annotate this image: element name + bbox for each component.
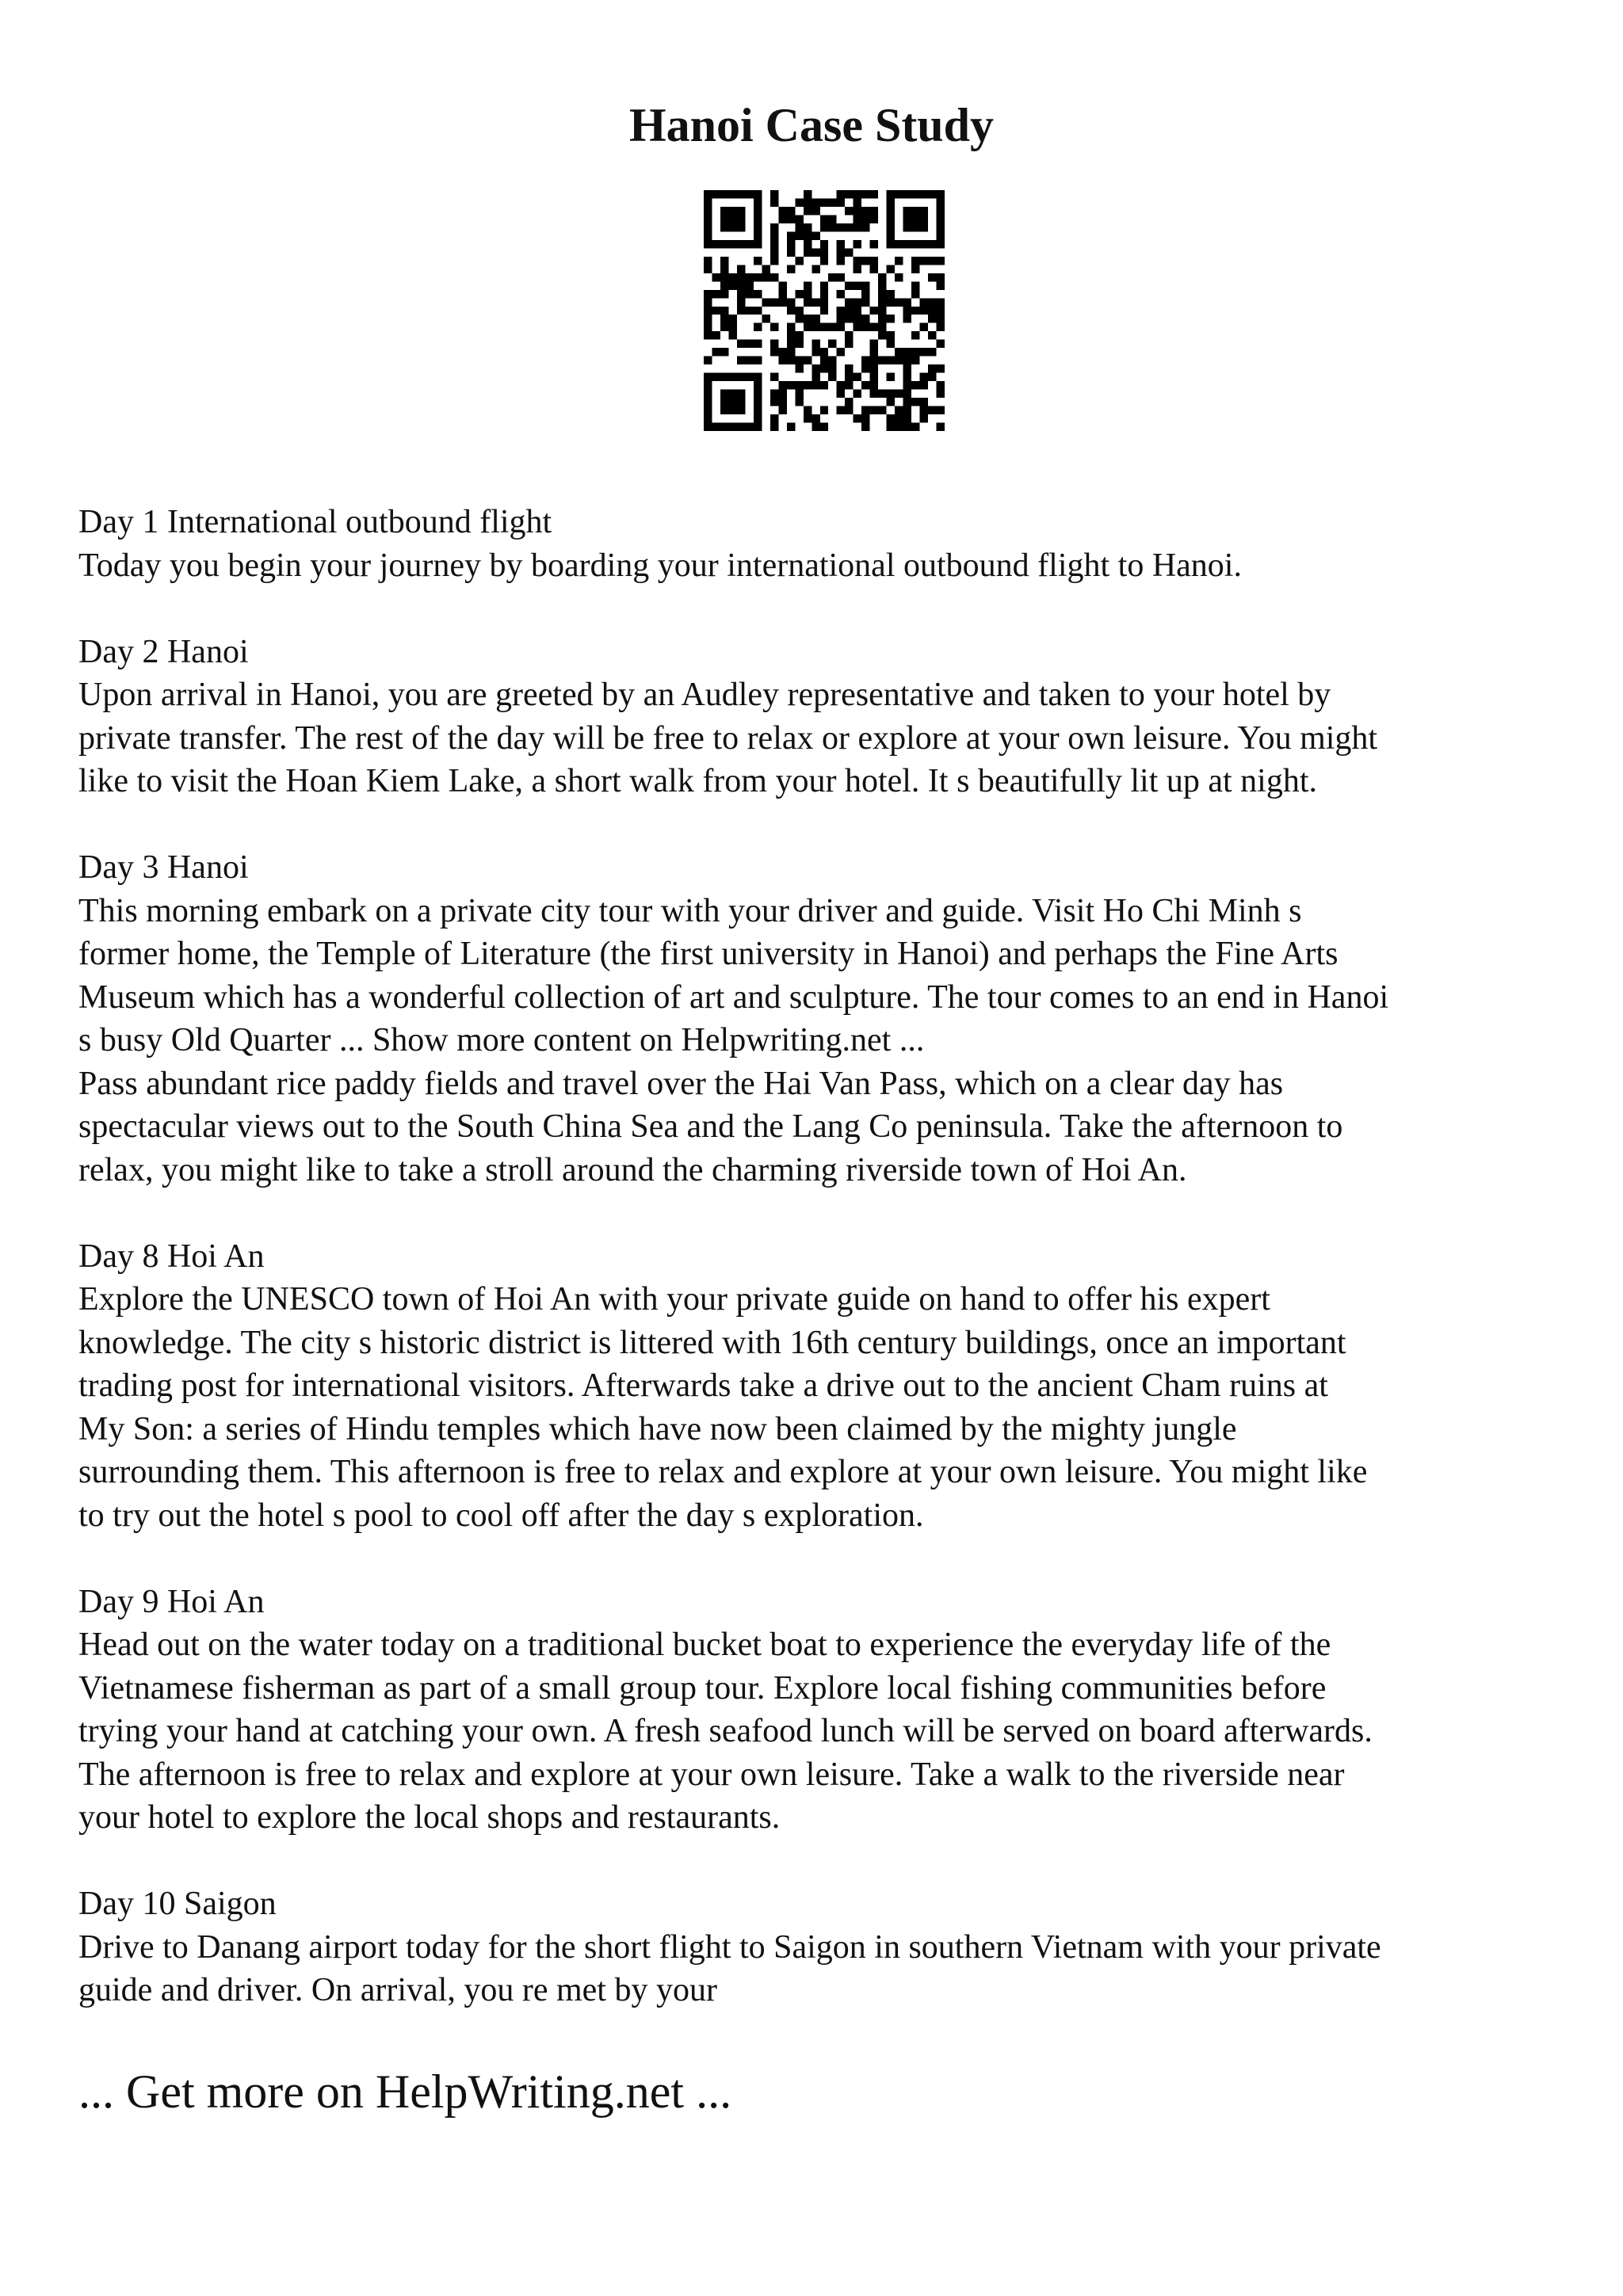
day-text-line: Drive to Danang airport today for the short flight to Saigon in southern Vietnam with your private bbox=[78, 1928, 1381, 1966]
day-text-line: Head out on the water today on a traditional bucket boat to experience the everyday life of the bbox=[78, 1627, 1331, 1663]
day-text-line: relax, you might like to take a stroll around the charming riverside town of Hoi An. bbox=[78, 1151, 1187, 1188]
itinerary-day bbox=[78, 1235, 1560, 1538]
day-text-line: My Son: a series of Hindu temples which have now been claimed by the mighty jungle bbox=[78, 1410, 1237, 1447]
day-text-line: s busy Old Quarter ... Show more content on Helpwriting.net ... bbox=[78, 1022, 925, 1058]
day-text-line: The afternoon is free to relax and explore at your own leisure. Take a walk to the riverside near bbox=[78, 1756, 1345, 1793]
day-heading: Day 3 Hanoi bbox=[78, 849, 249, 886]
day-text-line: private transfer. The rest of the day will be free to relax or explore at your own leisure. You might bbox=[78, 719, 1378, 757]
day-text-line: trading post for international visitors. Afterwards take a drive out to the ancient Cham ruins at bbox=[78, 1367, 1328, 1404]
day-text-line: former home, the Temple of Literature (the first university in Hanoi) and perhaps the Fine Arts bbox=[78, 936, 1338, 972]
itinerary-day bbox=[78, 631, 1560, 803]
day-text-line: surrounding them. This afternoon is free to relax and explore at your own leisure. You might like bbox=[78, 1454, 1368, 1490]
day-text-line: This morning embark on a private city tour with your driver and guide. Visit Ho Chi Minh s bbox=[78, 892, 1302, 929]
qr-code-icon bbox=[704, 190, 945, 431]
day-text-line: Today you begin your journey by boarding your international outbound flight to Hanoi. bbox=[78, 547, 1242, 584]
day-text-line: spectacular views out to the South China Sea and the Lang Co peninsula. Take the afternoon to bbox=[78, 1108, 1343, 1145]
day-text-line: to try out the hotel s pool to cool off after the day s exploration. bbox=[78, 1497, 924, 1534]
itinerary-day bbox=[78, 846, 1560, 1192]
day-text-line: Vietnamese fisherman as part of a small group tour. Explore local fishing communities before bbox=[78, 1669, 1327, 1707]
day-text-line: Upon arrival in Hanoi, you are greeted by an Audley representative and taken to your hotel by bbox=[78, 677, 1331, 713]
day-heading: Day 2 Hanoi bbox=[78, 633, 249, 670]
get-more-link[interactable]: ... Get more on HelpWriting.net ... bbox=[78, 2065, 732, 2118]
itinerary-day bbox=[78, 1581, 1560, 1840]
day-heading: Day 9 Hoi An bbox=[78, 1583, 265, 1620]
page-title: Hanoi Case Study bbox=[628, 99, 995, 151]
day-text-line: trying your hand at catching your own. A fresh seafood lunch will be served on board afterwards. bbox=[78, 1713, 1373, 1749]
day-text-line: Museum which has a wonderful collection of art and sculpture. The tour comes to an end in Hanoi bbox=[78, 978, 1389, 1016]
itinerary-day bbox=[78, 501, 1560, 587]
day-text-line: your hotel to explore the local shops and restaurants. bbox=[78, 1799, 781, 1836]
day-text-line: Explore the UNESCO town of Hoi An with your private guide on hand to offer his expert bbox=[78, 1281, 1270, 1318]
day-heading: Day 8 Hoi An bbox=[78, 1238, 265, 1275]
day-text-line: guide and driver. On arrival, you re met by your bbox=[78, 1972, 717, 2008]
day-text-line: like to visit the Hoan Kiem Lake, a short walk from your hotel. It s beautifully lit up at night. bbox=[78, 763, 1318, 799]
qr-code-graphic bbox=[704, 190, 945, 431]
itinerary-body bbox=[78, 501, 1560, 2055]
day-text-line: Pass abundant rice paddy fields and travel over the Hai Van Pass, which on a clear day has bbox=[78, 1065, 1284, 1102]
day-text-line: knowledge. The city s historic district is littered with 16th century buildings, once an important bbox=[78, 1324, 1346, 1361]
day-heading: Day 1 International outbound flight bbox=[78, 504, 552, 540]
day-heading: Day 10 Saigon bbox=[78, 1886, 277, 1922]
itinerary-day bbox=[78, 1882, 1560, 2012]
